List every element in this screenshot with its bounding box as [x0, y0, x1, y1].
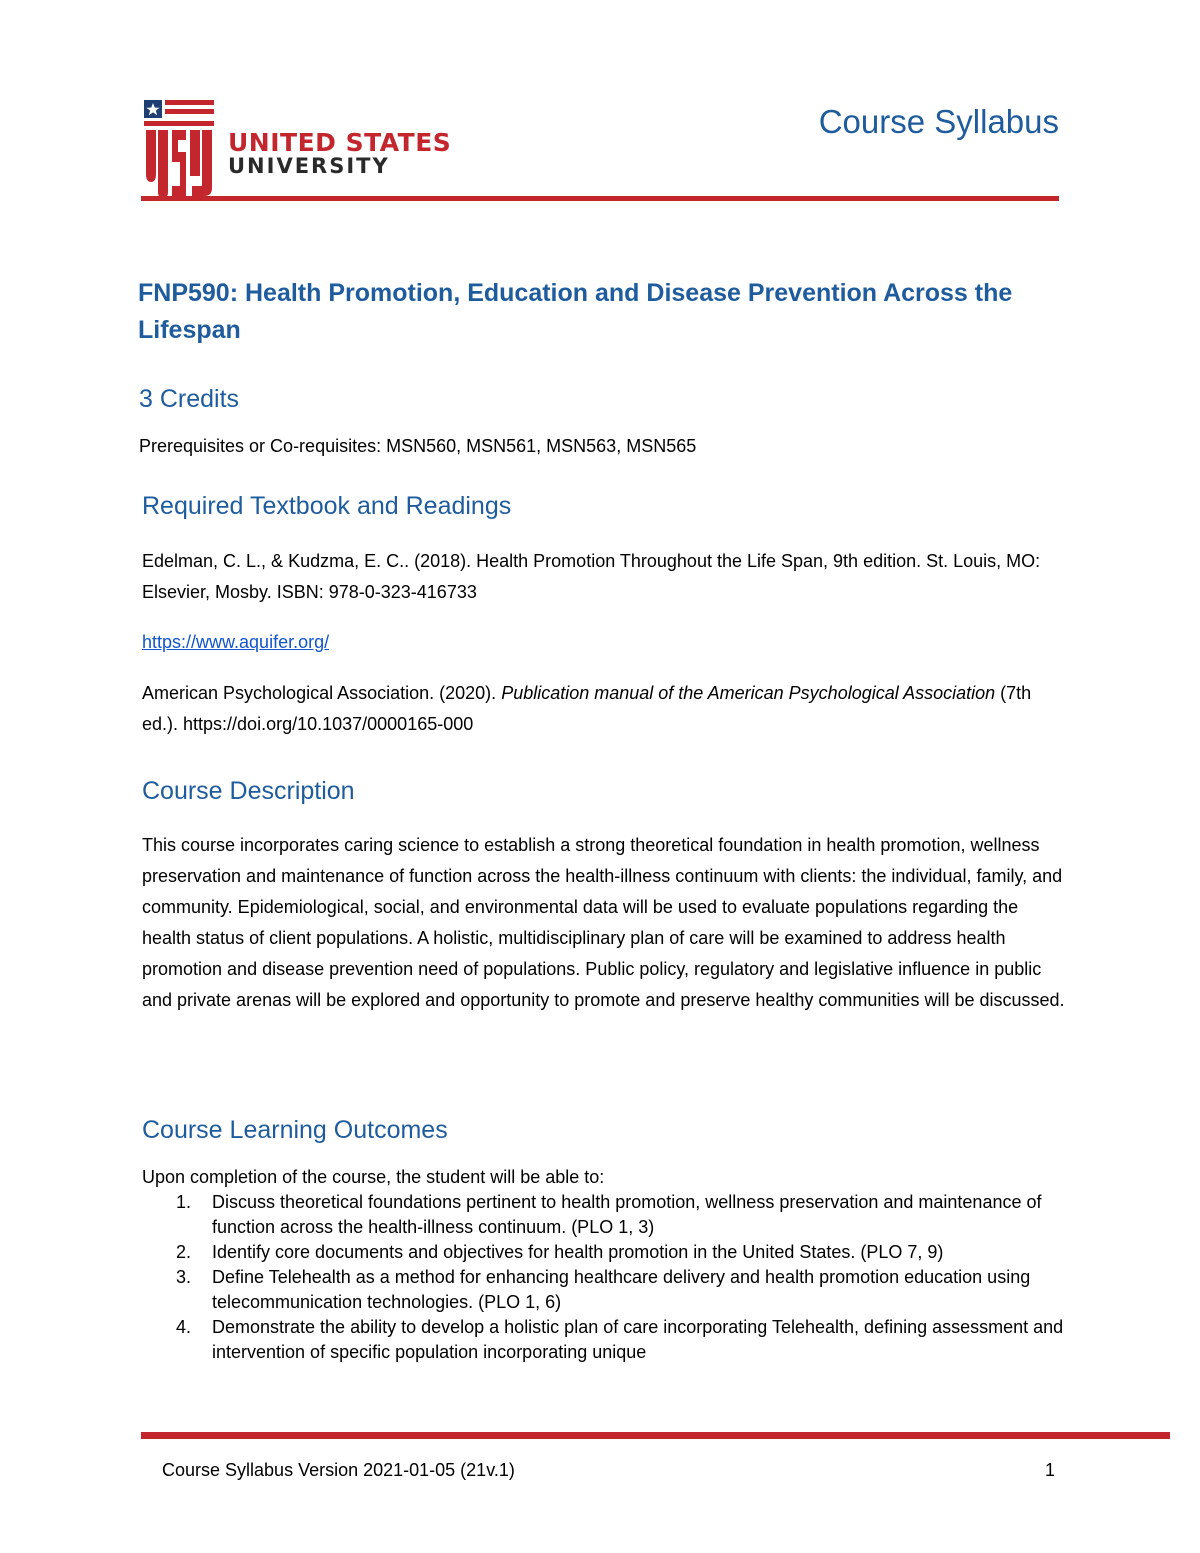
logo-text-line2: UNIVERSITY — [228, 154, 390, 178]
footer-divider — [141, 1432, 1170, 1439]
outcomes-intro: Upon completion of the course, the student will be able to: — [142, 1167, 605, 1187]
footer-version: Course Syllabus Version 2021-01-05 (21v.1) — [162, 1460, 515, 1480]
apa-reference-title: Publication manual of the American Psychological Association — [501, 683, 996, 703]
outcomes-heading: Course Learning Outcomes — [142, 1116, 448, 1144]
list-item — [142, 1265, 1072, 1315]
description-heading: Course Description — [142, 777, 355, 805]
aquifer-link[interactable]: https://www.aquifer.org/ — [142, 632, 330, 652]
page-number: 1 — [1045, 1460, 1056, 1480]
outcome-text: Identify core documents and objectives for health promotion in the United States. (PLO 7, 9) — [212, 1242, 944, 1262]
apa-reference-details: (7th ed.). https://doi.org/10.1037/0000165-000 — [142, 683, 1032, 734]
header-divider — [141, 196, 1059, 201]
textbook-reference-1: Edelman, C. L., & Kudzma, E. C.. (2018). Health Promotion Throughout the Life Span, 9th edition. St. Louis, MO: Elsevier, Mosby. ISBN: 978-0-323-416733 — [142, 551, 1041, 602]
list-item — [142, 1190, 1072, 1240]
logo-text-line1: UNITED STATES — [228, 128, 452, 157]
course-prerequisites: Prerequisites or Co-requisites: MSN560, MSN561, MSN563, MSN565 — [139, 436, 697, 456]
outcome-number: 2. — [176, 1242, 192, 1262]
usu-shield-icon — [142, 96, 216, 200]
course-description-body: This course incorporates caring science to establish a strong theoretical foundation in health promotion, wellness preservation and maintenance of function across the health-illness continuum with clients: the individual, family, and community. Epidemiological, social, and environmental data will be used to evaluate populations regarding the health status of client populations. A holistic, multidisciplinary plan of care will be examined to address health promotion and disease prevention need of populations. Public policy, regulatory and legislative influence in public and private arenas will be explored and opportunity to promote and preserve healthy communities will be discussed. — [142, 835, 1065, 1010]
course-title: FNP590: Health Promotion, Education and Disease Prevention Across the Lifespan — [138, 279, 1013, 344]
outcome-number: 1. — [176, 1192, 192, 1212]
outcome-number: 4. — [176, 1317, 192, 1337]
outcome-number: 3. — [176, 1267, 192, 1287]
outcome-text: Demonstrate the ability to develop a holistic plan of care incorporating Telehealth, defining assessment and intervention of specific population incorporating unique — [212, 1317, 1064, 1362]
document-title: Course Syllabus — [818, 103, 1059, 140]
university-logo — [142, 96, 452, 200]
list-item — [142, 1315, 1072, 1365]
course-credits: 3 Credits — [139, 385, 240, 413]
resource-link-paragraph — [142, 627, 1072, 658]
outcome-text: Discuss theoretical foundations pertinent to health promotion, wellness preservation and maintenance of function across the health-illness continuum. (PLO 1, 3) — [212, 1192, 1042, 1237]
list-item — [142, 1240, 1072, 1265]
outcome-text: Define Telehealth as a method for enhancing healthcare delivery and health promotion education using telecommunication technologies. (PLO 1, 6) — [212, 1267, 1031, 1312]
apa-reference-author: American Psychological Association. (2020). — [142, 683, 502, 703]
textbook-reference-2 — [142, 678, 1072, 740]
textbooks-heading: Required Textbook and Readings — [142, 492, 512, 520]
learning-outcomes-list — [142, 1190, 1072, 1365]
